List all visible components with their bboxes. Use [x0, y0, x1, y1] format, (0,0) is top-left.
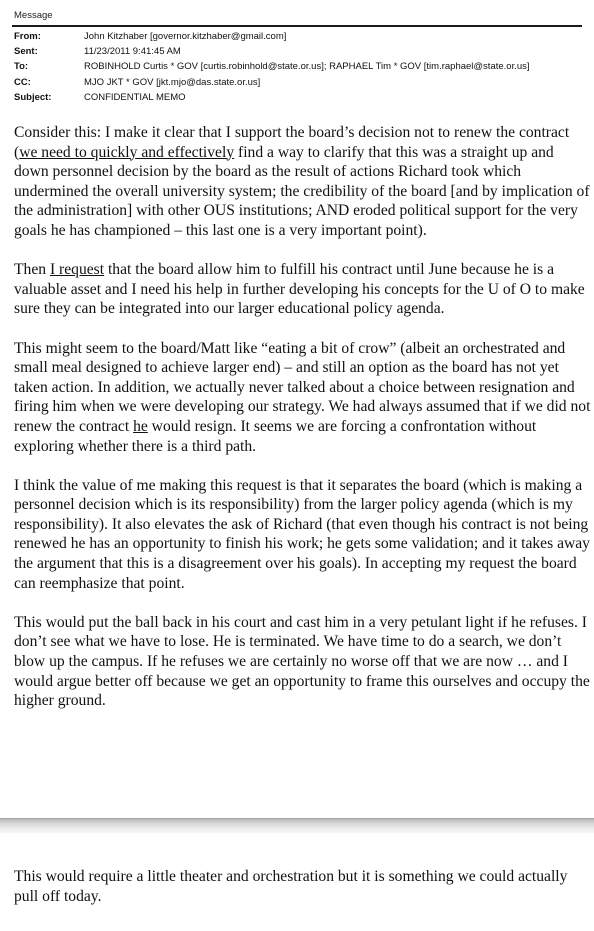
- body-text-run: Consider this: I make it clear that I support the board’s decision not to renew the contract (: [14, 124, 570, 161]
- message-label: Message: [14, 10, 53, 21]
- to-value: ROBINHOLD Curtis * GOV [curtis.robinhold@state.or.us]; RAPHAEL Tim * GOV [tim.raphael@state.or.us]: [84, 61, 530, 73]
- to-label: To:: [14, 61, 29, 73]
- from-value: John Kitzhaber [governor.kitzhaber@gmail.com]: [84, 31, 287, 42]
- body-paragraph: This would put the ball back in his court and cast him in a very petulant light if he refuses. I don’t see what we have to lose. He is terminated. We have time to do a search, we don’t blow up the campus. If he refuses we are certainly no worse off that we are now … and I would argue better off because we get an opportunity to frame this ourselves and occupy the higher ground.: [14, 613, 590, 710]
- body-text-run: This might seem to the board/Matt like “eating a bit of crow” (albeit an orchestrated and small meal designed to achieve larger end) – and still an option as the board has not yet taken action. In addition, we actually never talked about a choice between resignation and firing him when we were developing our strategy. We had always assumed that if we did not renew the contract: [14, 339, 591, 435]
- underlined-phrase: we need to quickly and effectively: [19, 143, 235, 161]
- body-text-run: Then: [14, 261, 50, 279]
- subject-value: CONFIDENTIAL MEMO: [84, 91, 186, 103]
- header-row-to: [14, 59, 530, 74]
- body-paragraph: [14, 260, 592, 319]
- body-paragraph: [14, 123, 592, 241]
- body-paragraph: I think the value of me making this request is that it separates the board (which is making a personnel decision which is its responsibility) from the larger policy agenda (which is my responsibility). It also elevates the ask of Richard (that even though his contract is not being renewed he has an opportunity to finish his work; he gets some validation; and it takes away the argument that this is a disagreement over his goals). In accepting my request the board can reemphasize that point.: [14, 476, 590, 592]
- header-divider: [12, 25, 582, 27]
- underlined-phrase: I request: [49, 261, 105, 279]
- header-row-subject: [14, 90, 530, 105]
- body-text-run: find a way to clarify that this was a straight up and down personnel decision by the board as the result of actions Richard took which undermined the overall university system; the credibility of the board [and by implication of the administration] with other OUS institutions; AND eroded political support for the very goals he has championed – this last one is a very important point).: [14, 143, 590, 239]
- page-break-divider: [0, 818, 594, 833]
- cc-value: MJO JKT * GOV [jkt.mjo@das.state.or.us]: [84, 76, 261, 88]
- cc-label: CC:: [14, 76, 31, 88]
- subject-label: Subject:: [14, 91, 52, 103]
- sent-label: Sent:: [14, 46, 38, 58]
- underlined-phrase: he: [133, 417, 148, 435]
- email-headers: [14, 29, 530, 105]
- from-label: From:: [14, 31, 41, 42]
- body-text-run: would resign. It seems we are forcing a confrontation without exploring whether there is a third path.: [14, 417, 537, 455]
- header-row-sent: [14, 44, 530, 59]
- body-paragraph: [14, 339, 592, 457]
- sent-value: 11/23/2011 9:41:45 AM: [84, 46, 181, 58]
- body-text-run: that the board allow him to fulfill his contract until June because he is a valuable asset and I need his help in further developing his concepts for the U of O to make sure they can be integrated into our larger educational policy agenda.: [14, 261, 585, 318]
- header-row-cc: [14, 75, 530, 90]
- header-row-from: [14, 29, 530, 44]
- closing-paragraph: This would require a little theater and orchestration but it is something we could actually pull off today.: [14, 868, 568, 905]
- message-body: [14, 123, 592, 730]
